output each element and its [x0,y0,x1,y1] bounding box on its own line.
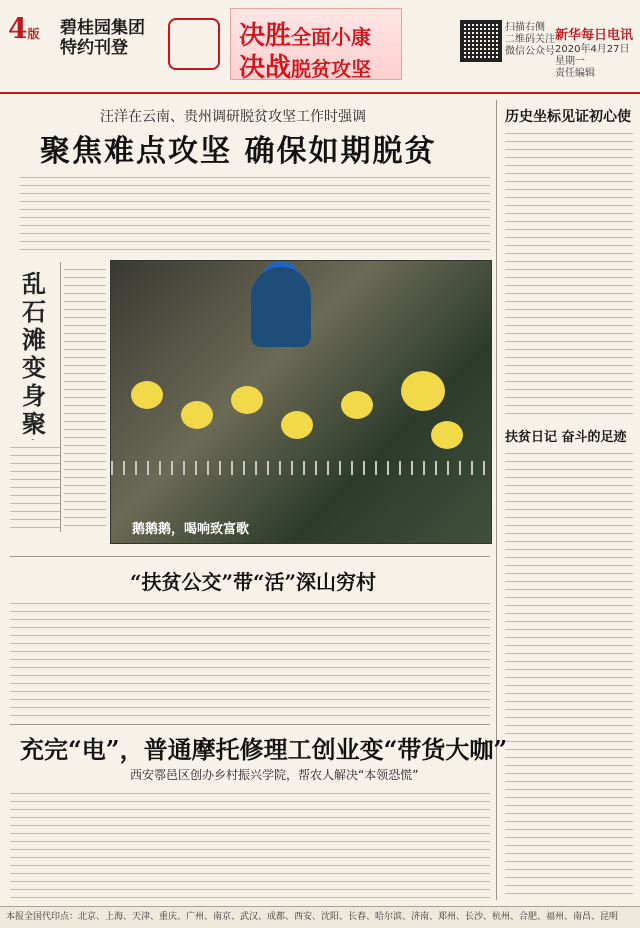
footer-bar [0,906,640,928]
sidebar-title: 历史坐标见证初心使 [505,109,631,125]
photo-caption: 鹅鹅鹅，喝响致富歌 [132,522,250,537]
sidebar-body-text [505,126,633,418]
banner-line1-a: 决胜 [239,21,292,51]
theme-banner [230,8,402,83]
feature-divider [60,262,61,532]
feature-body-text-2 [10,440,60,532]
qr-caption: 扫描右侧 二维码关注 微信公众号 [505,22,555,57]
partner-name: 碧桂园集团 [60,18,145,38]
gosling-icon [341,391,373,419]
section2-body-text [10,596,490,720]
banner-line2-b: 脱贫攻坚 [291,57,372,81]
gosling-icon [131,381,163,409]
header-divider [0,92,640,94]
gosling-icon [231,386,263,414]
gosling-icon [181,401,213,429]
worker-figure [251,267,311,347]
gosling-icon [281,411,313,439]
partner-tag: 特约刊登 [60,38,128,58]
column-divider [496,100,497,900]
section-divider [10,556,490,557]
lead-subtitle: 汪洋在云南、贵州调研脱贫攻坚工作时强调 [100,109,366,125]
issue-date: 2020年4月27日 星期一 责任编辑 [555,44,630,79]
gosling-icon [431,421,463,449]
paper-name: 新华每日电讯 [555,28,634,43]
section2-title: “扶贫公交”带“活”深山穷村 [130,570,377,594]
section3-subtitle: 西安鄠邑区创办乡村振兴学院，帮农人解决“本领恐慌” [130,768,419,782]
section-divider [10,724,490,725]
qr-code-icon [460,20,502,62]
gosling-icon [401,371,445,411]
section3-body-text [10,786,490,902]
banner-line2-a: 决战 [239,53,292,83]
footer-text: 本报全国代印点：北京、上海、天津、重庆、广州、南京、武汉、成都、西安、沈阳、长春、哈尔滨、济南、郑州、长沙、杭州、合肥、福州、南昌、昆明 [6,912,619,922]
partner-block [60,18,145,58]
feature-photo [110,260,492,544]
feature-body-text [64,262,106,532]
banner-line1-b: 全面小康 [291,25,372,49]
lead-body-text [20,170,490,255]
cage-rail [111,461,491,475]
lead-title: 聚焦难点攻坚 确保如期脱贫 [40,134,437,169]
sidebar-subtitle: 扶贫日记 奋斗的足迹 [505,430,627,445]
page-number: 4版 [8,12,40,45]
feature-vertical-title: 乱石滩变身聚 [22,269,46,438]
partner-logo-icon [168,18,220,70]
section3-title: 充完“电”，普通摩托修理工创业变“带货大咖” [20,735,508,764]
sidebar-body-text-2 [505,446,633,896]
